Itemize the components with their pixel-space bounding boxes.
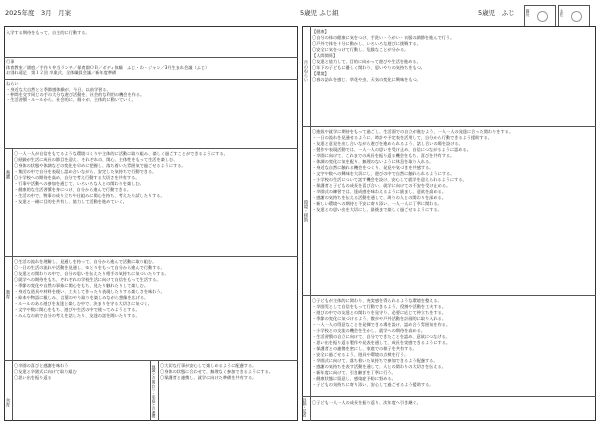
education-line: 〇就学への期待をもち、ぞれぞれの学校生活に向けて自信をもって生活する。 bbox=[14, 277, 161, 282]
right-top-line: 〇年下の子どもに優しく関わり、思いやりの気持ちをもつ。 bbox=[312, 65, 425, 70]
care-line: 〇一人一人が自信をもてるような環境づくりや主体的に活動に取り組み、楽しく過ごすことができるようにする。 bbox=[14, 151, 228, 156]
divider bbox=[4, 57, 298, 58]
education-line: ・みんなの前で自分の考えを話したり、友達の話を聞いたりする。 bbox=[14, 313, 140, 318]
environment-line: ・健康状態に留意し、感染症予防に努める。 bbox=[312, 376, 396, 381]
education-line: ・ルールのある遊びを友達と楽しむ中で、決まりを守る大切さに気づく。 bbox=[14, 301, 152, 306]
care-line: ・生活の中で、物事の成り立ちや仕組みに関心を持ち、考えたり試したりする。 bbox=[14, 193, 165, 198]
support-line: ・卒園に向けて、これまでの成長を振り返る機会をもち、喜びを共有する。 bbox=[312, 153, 455, 158]
environment-line: 〇子どもが主体的に関わり、充実感を得られるような環境を整える。 bbox=[312, 298, 442, 303]
right-top-line: 【環境】 bbox=[312, 71, 329, 76]
events-label: 行事 bbox=[6, 59, 15, 64]
stamp-label-director: 園長 bbox=[526, 9, 531, 17]
right-header-title: 5歳児 ふじ bbox=[478, 9, 515, 17]
label-column-divider bbox=[12, 360, 13, 421]
section-label-care: 養護 bbox=[5, 170, 10, 179]
support-line: ・身近な自然に触れる機会をつくり、発見や気づきを共感する。 bbox=[312, 165, 434, 170]
right-top-line: 〇安全に気をつけて行動し、危険なことが分かる。 bbox=[312, 47, 409, 52]
support-line: ・体調の変化に気を配り、無理のないように休息を取り入れる。 bbox=[312, 159, 434, 164]
goal-line: ・身近な大自然とと季節感体験が、今日、以前学習る。 bbox=[6, 87, 111, 92]
care-line: ・行事や活動への参加を通じて、いろいろな人との関わりを楽しむ。 bbox=[14, 181, 144, 186]
education-line: 〇友達との関わりの中で、自分の思いを伝えたり相手の気持ちに気づいたりする。 bbox=[14, 271, 169, 276]
label-column-divider bbox=[12, 256, 13, 360]
stamp-box-director bbox=[524, 5, 556, 27]
environment-line: ・安全に過ごせるよう、遊具や環境の点検を行う。 bbox=[312, 352, 409, 357]
stamp-circle bbox=[537, 11, 548, 22]
environment-line: ・保護者との連携を密にし、家庭での様子を共有する。 bbox=[312, 346, 417, 351]
environment-line: ・遊びの中での友達との関わりを見守り、必要に応じて仲立ちをする。 bbox=[312, 310, 447, 315]
divider bbox=[302, 396, 596, 397]
right-top-label: 【健康】 bbox=[312, 29, 329, 34]
event-line: 体育教室／園庭／手作り弁当ランチ／保育園ＯＢ／ボディ体験 ふじ・わ・ジャン／3月生まれ会議（ふじ） bbox=[6, 65, 210, 70]
environment-line: ・子どもの気持ちに寄り添い、安心して過ごせるよう援助する。 bbox=[312, 382, 434, 387]
environment-line: ・卒園式に向けて、落ち着いた気持ちで参加できるよう配慮する。 bbox=[312, 358, 438, 363]
divider bbox=[4, 148, 298, 149]
education-line: ・身近な道具や材料を使い、工夫して作ったり表現したりする楽しさを味わう。 bbox=[14, 289, 165, 294]
stamp-box-chief bbox=[558, 5, 590, 27]
support-line: ・保護者と子どもの成長を喜び合い、就学に向けての不安を受け止める。 bbox=[312, 183, 451, 188]
side-label-support: 環境・援助 bbox=[303, 200, 308, 222]
food-line: 〇卒園の喜びと感謝を味わう bbox=[14, 363, 69, 368]
left-page-frame bbox=[4, 26, 298, 421]
right-top-line: 〇戸外で体を十分に動かし、いろいろな遊びに挑戦する。 bbox=[312, 41, 421, 46]
care-line: ・友達と一緒に目的を共有し、協力して活動を進めていく。 bbox=[14, 199, 127, 204]
support-line: 〇進級や就学に期待をもって過ごし、生活面での自立が進むよう、一人一人の発達に合った関わりをする。 bbox=[312, 129, 514, 134]
education-line: ・文字や数に関心をもち、遊びや生活の中で使ってみようとする。 bbox=[14, 307, 140, 312]
environment-line: ・感謝の気持ちを表す活動を通して、人との関わりの大切さを伝える。 bbox=[312, 364, 446, 369]
right-top-line: 〇自分の体の健康に気をつけ、手洗い・うがい・衣服の調節を進んで行う。 bbox=[312, 35, 455, 40]
divider bbox=[4, 256, 298, 257]
divider bbox=[302, 295, 596, 296]
section-label-food: 食育 bbox=[5, 398, 10, 407]
education-line: 〇一日の生活の流れや活動を見通し、ゆとりをもって自分から進んで行動する。 bbox=[14, 265, 165, 270]
care-line: ・集団の中で自分を表現し認め合いながら、安定した気持ちで行動できる。 bbox=[14, 169, 157, 174]
right-top-line: 【人間関係】 bbox=[312, 53, 338, 58]
child-intro: 入学する期待をもって、自主的に行動する。 bbox=[6, 30, 90, 35]
support-line: ・新しい環境への期待と不安に寄り添い、一人一人に丁寧に関わる。 bbox=[312, 201, 442, 206]
food-line: 〇思い出を振り返る bbox=[14, 375, 52, 380]
food-line: 〇友達と卒園式に向けて取り組む bbox=[14, 369, 77, 374]
side-label-evaluation: 評価・反省 bbox=[303, 398, 308, 417]
left-header-title: 2025年度 3月 月案 bbox=[5, 9, 72, 17]
care-line: 〇身体の状態や体調などの変化を早めに把握し、落ち着いた雰囲気で過ごせるようにする。 bbox=[14, 163, 186, 168]
divider bbox=[4, 79, 298, 80]
support-line: ・製作や表現活動では、一人一人の思いを受け止め、自信につながるように認める。 bbox=[312, 147, 471, 152]
support-line: ・友達と意見を出し合いながら遊びを進められるよう、話し合いの場を設ける。 bbox=[312, 141, 463, 146]
event-line: お別れ遠足 第１２回 卒業式、全体職員会議／新年度準備 bbox=[6, 70, 117, 75]
support-line: ・小学校の生活について話す機会を設け、安心して就学を迎えられるようにする。 bbox=[312, 177, 467, 182]
support-line: ・一日の流れを見通せるように、時計や予定表を活用して、自分から行動できるよう援助する。 bbox=[312, 135, 492, 140]
support-line: ・感謝の気持ちを伝える活動を通して、周りの人との関わりを深める。 bbox=[312, 195, 446, 200]
support-line: ・卒園式の練習では、達成感を味わえるように励まし、意欲を高める。 bbox=[312, 189, 447, 194]
section-label-family: 地域との関わり・家庭との連携 bbox=[152, 365, 157, 419]
stamp-circle bbox=[571, 11, 582, 22]
label-column-divider bbox=[12, 148, 13, 256]
family-line: 〇大切な行事が安心して楽しめるように配慮する。 bbox=[160, 363, 257, 368]
goal-line: ・仲間を交す同じの手の大分な遊び活動を、社会的な利用の機会を作る。 bbox=[6, 92, 145, 97]
education-line: 〇生活の流れを理解し、見通しを持って、自分から進んで活動に取り組む。 bbox=[14, 259, 157, 264]
environment-line: ・小学校との交流の機会を生かし、就学への期待を高める。 bbox=[312, 328, 426, 333]
divider bbox=[302, 126, 596, 127]
environment-line: ・卒園児として自信をもって行動できるよう、役割や活動を工夫する。 bbox=[312, 304, 447, 309]
care-line: 〇小学校への期待を高め、自分で考え行動する大切さを共有する。 bbox=[14, 175, 140, 180]
goals-label: ねらい bbox=[6, 81, 19, 86]
environment-line: ・一人一人の得意なことを発揮できる場を設け、認め合う雰囲気を作る。 bbox=[312, 322, 451, 327]
support-line: ・友達との思い出を大切にし、最後まで楽しく過ごせるようにする。 bbox=[312, 207, 442, 212]
label-column-divider bbox=[310, 26, 311, 421]
environment-line: ・生活習慣の自立に向けて、自分でできたことを認め、意欲につなげる。 bbox=[312, 334, 450, 339]
family-line: 〇保護者と連携し、就学に向けた準備を共有する。 bbox=[160, 375, 257, 380]
care-line: 〇経験が生活に成長の節目を迎え、それぞれの、関心、主体性をもって生活を楽しむ。 bbox=[14, 157, 178, 162]
education-line: ・季節の変化や自然の事象に関心をもち、見たり触れたりして楽しむ。 bbox=[14, 283, 149, 288]
environment-line: ・新年度に向けて、引き継ぎを丁寧に行う。 bbox=[312, 370, 396, 375]
evaluation-line: 〇子ども一人一人の成長を振り返り、次年度へ引き継ぐ。 bbox=[312, 400, 421, 405]
right-top-line: 〇友達と協力して、目的に向かって遊びや生活を進める。 bbox=[312, 59, 421, 64]
stamp-label-chief: 主任 bbox=[560, 9, 565, 17]
goal-line: ・生活習慣・ルールから、社会的に、個々が、主体的に動いていく。 bbox=[6, 97, 136, 102]
divider bbox=[4, 360, 298, 361]
care-line: ・健康的な生活習慣を身につけ、自分から進んで行動できる。 bbox=[14, 187, 132, 192]
side-label-goals: 月のねらい bbox=[303, 60, 308, 82]
column-divider bbox=[150, 360, 151, 421]
right-top-line: 〇春の訪れを感じ、草花や虫、天気の変化に興味をもつ。 bbox=[312, 77, 421, 82]
environment-line: ・季節の変化に気づけるよう、散歩や戸外活動を計画的に取り入れる。 bbox=[312, 316, 447, 321]
center-header-title: 5歳児 ふじ組 bbox=[300, 9, 339, 17]
section-label-education: 教育 bbox=[5, 290, 10, 299]
family-line: 〇身体の状態に合わせて、無理なく参加できるようにする。 bbox=[160, 369, 273, 374]
education-line: ・絵本や物語に親しみ、言葉のやり取りを楽しみながら想像を広げる。 bbox=[14, 295, 149, 300]
label-column-divider bbox=[158, 360, 159, 421]
support-line: ・文字や数への興味を大切にし、遊びの中で自然に触れられるようにする。 bbox=[312, 171, 455, 176]
environment-line: ・思い出を振り返る製作や発表を通して、成長を実感できるようにする。 bbox=[312, 340, 451, 345]
